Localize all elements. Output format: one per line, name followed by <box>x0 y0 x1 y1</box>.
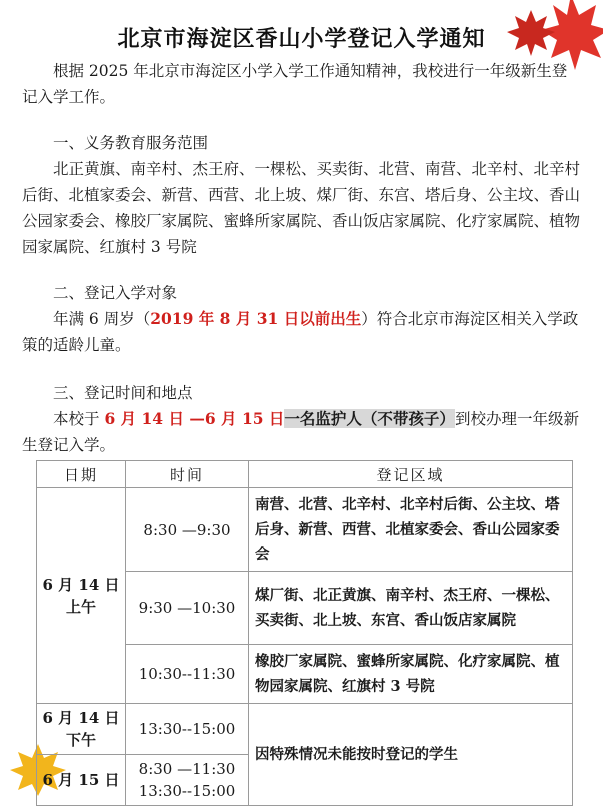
header-date: 日期 <box>37 461 126 488</box>
birth-date-highlight: 2019 年 8 月 31 日以前出生 <box>150 309 362 328</box>
section2-body-post: ）符合北京市海淀区相关入学政策的适龄儿童。 <box>22 310 579 354</box>
time-cell <box>126 755 249 806</box>
header-time: 时间 <box>126 461 249 488</box>
section1-heading: 一、义务教育服务范围 <box>53 134 209 152</box>
section2-body-pre: 年满 6 周岁（ <box>53 310 151 328</box>
guardian-highlight: 一名监护人（不带孩子） <box>284 409 455 428</box>
time-cell: 9:30 —10:30 <box>126 572 249 645</box>
header-area: 登记区域 <box>249 461 573 488</box>
area-cell: 南营、北营、北辛村、北辛村后街、公主坟、塔后身、新营、西营、北植家委会、香山公园家委会 <box>249 488 573 572</box>
time-cell: 10:30--11:30 <box>126 645 249 704</box>
date-label: 6 月 14 日 <box>42 575 120 594</box>
section2-body <box>22 306 582 358</box>
area-cell: 煤厂街、北正黄旗、南辛村、杰王府、一棵松、买卖街、北上坡、东宫、香山饭店家属院 <box>249 572 573 645</box>
date-cell-jun15: 6 月 15 日 <box>37 755 126 806</box>
schedule-table <box>36 460 573 806</box>
section1-body: 北正黄旗、南辛村、杰王府、一棵松、买卖街、北营、南营、北辛村、北辛村后街、北植家委会、新营、西营、北上坡、煤厂街、东宫、塔后身、公主坟、香山公园家委会、橡胶厂家属院、蜜蜂所家属院、香山饭店家属院、化疗家属院、植物园家属院、红旗村 3 号院 <box>22 160 581 256</box>
time-range: 8:30 —11:30 <box>138 760 236 778</box>
section3-heading: 三、登记时间和地点 <box>53 384 193 402</box>
table-header-row <box>37 461 573 488</box>
table-row <box>37 704 573 755</box>
section2-heading: 二、登记入学对象 <box>53 284 178 302</box>
time-cell: 8:30 —9:30 <box>126 488 249 572</box>
date-cell-jun14-pm <box>37 704 126 755</box>
period-label: 上午 <box>65 597 96 616</box>
section3-body-post: 到校办理一年级新生登记入学。 <box>22 410 579 454</box>
date-label: 6 月 14 日 <box>42 709 120 727</box>
registration-date-highlight: 6 月 14 日 —6 月 15 日 <box>104 409 285 428</box>
period-label: 下午 <box>65 731 96 749</box>
section3-body-pre: 本校于 <box>53 410 105 428</box>
time-range: 13:30--15:00 <box>138 782 236 800</box>
time-cell: 13:30--15:00 <box>126 704 249 755</box>
table-row <box>37 488 573 572</box>
area-cell: 橡胶厂家属院、蜜蜂所家属院、化疗家属院、植物园家属院、红旗村 3 号院 <box>249 645 573 704</box>
section3-body <box>22 406 582 458</box>
page-title: 北京市海淀区香山小学登记入学通知 <box>117 27 486 52</box>
date-cell-jun14-am <box>37 488 126 704</box>
merged-area-cell: 因特殊情况未能按时登记的学生 <box>249 704 573 806</box>
intro-paragraph: 根据 2025 年北京市海淀区小学入学工作通知精神，我校进行一年级新生登记入学工作。 <box>22 62 568 106</box>
